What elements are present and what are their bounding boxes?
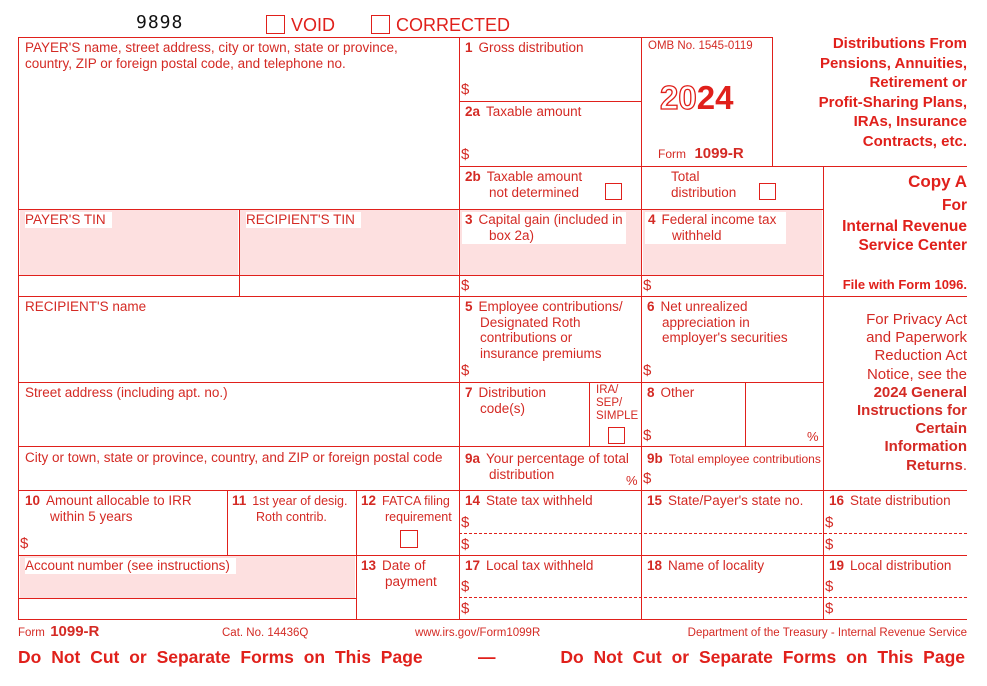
- box18-label: 18 Name of locality: [647, 558, 765, 573]
- box10-label: 10 Amount allocable to IRR within 5 years: [25, 493, 192, 524]
- total-distribution-checkbox[interactable]: [759, 183, 776, 200]
- box6-label: 6 Net unrealized appreciation in employer's securities: [647, 299, 788, 345]
- box12-label: 12 FATCA filing requirement: [361, 493, 452, 524]
- privacy-notice: For Privacy Act and Paperwork Reduction Act Notice, see the 2024 General Instructions for Certain Information Returns.: [856, 311, 967, 474]
- box16-dollar-2: $: [825, 536, 834, 553]
- box8-label: 8 Other: [647, 385, 695, 400]
- box2a-dollar: $: [461, 146, 470, 163]
- box2b-not-determined-checkbox[interactable]: [605, 183, 622, 200]
- box2b-label: 2b Taxable amount not determined: [465, 169, 583, 200]
- total-distribution-label: Total distribution: [671, 169, 737, 200]
- footer-url: www.irs.gov/Form1099R: [415, 627, 541, 639]
- copy-a-label: Copy A: [908, 172, 967, 191]
- payer-tin-label: PAYER'S TIN: [25, 212, 112, 228]
- omb-number: OMB No. 1545-0119: [648, 40, 753, 52]
- form-title: Distributions From Pensions, Annuities, Retirement or Profit-Sharing Plans, IRAs, Insurance Contracts, etc.: [818, 35, 967, 150]
- do-not-cut-right: Do Not Cut or Separate Forms on This Page: [560, 647, 965, 667]
- box6-dollar: $: [643, 362, 652, 379]
- corrected-checkbox[interactable]: [371, 15, 390, 34]
- irs-center-label: Internal Revenue Service Center: [842, 218, 967, 254]
- box4-dollar: $: [643, 277, 652, 294]
- form-id-number: 9898: [136, 12, 184, 33]
- box17-dollar-1: $: [461, 578, 470, 595]
- recipient-name-label: RECIPIENT'S name: [25, 299, 147, 314]
- box16-dollar-1: $: [825, 514, 834, 531]
- box16-label: 16 State distribution: [829, 493, 951, 508]
- ira-sep-simple-checkbox[interactable]: [608, 427, 625, 444]
- box10-dollar: $: [20, 535, 29, 552]
- box14-dollar-2: $: [461, 536, 470, 553]
- box4-label: 4 Federal income tax withheld: [645, 212, 786, 244]
- box3-dollar: $: [461, 277, 470, 294]
- ira-sep-simple-label: IRA/ SEP/ SIMPLE: [596, 384, 639, 422]
- box9b-label: 9b Total employee contributions: [647, 451, 821, 466]
- box1-label: 1 Gross distribution: [465, 40, 584, 55]
- omb-form-number: Form 1099-R: [658, 145, 744, 162]
- street-address-label: Street address (including apt. no.): [25, 385, 228, 400]
- box5-dollar: $: [461, 362, 470, 379]
- box9a-label: 9a Your percentage of total distribution: [465, 451, 629, 482]
- box3-label: 3 Capital gain (included in box 2a): [462, 212, 626, 244]
- box8-dollar: $: [643, 427, 652, 444]
- box11-label: 11 1st year of desig. Roth contrib.: [232, 493, 348, 524]
- fatca-checkbox[interactable]: [400, 530, 418, 548]
- account-number-label: Account number (see instructions): [25, 558, 236, 574]
- box14-label: 14 State tax withheld: [465, 493, 593, 508]
- box2a-label: 2a Taxable amount: [465, 104, 582, 119]
- footer-department: Department of the Treasury - Internal Revenue Service: [687, 627, 967, 639]
- box1-dollar: $: [461, 81, 470, 98]
- box9b-dollar: $: [643, 470, 652, 487]
- box5-label: 5 Employee contributions/ Designated Roth contributions or insurance premiums: [465, 299, 623, 361]
- recipient-tin-label: RECIPIENT'S TIN: [246, 212, 361, 228]
- void-label: VOID: [291, 15, 336, 35]
- box13-label: 13 Date of payment: [361, 558, 437, 589]
- footer-form-number: Form 1099-R: [18, 623, 100, 640]
- payer-name-label: PAYER'S name, street address, city or town, state or province, country, ZIP or foreign postal code, and telephone no.: [25, 40, 398, 71]
- box7-label: 7 Distribution code(s): [465, 385, 547, 416]
- file-with-label: File with Form 1096.: [842, 277, 967, 292]
- box19-dollar-2: $: [825, 600, 834, 617]
- copy-a-for: For: [942, 197, 967, 214]
- do-not-cut-left: Do Not Cut or Separate Forms on This Page: [18, 647, 423, 667]
- box19-dollar-1: $: [825, 578, 834, 595]
- box15-label: 15 State/Payer's state no.: [647, 493, 804, 508]
- void-checkbox[interactable]: [266, 15, 285, 34]
- box9a-percent: %: [626, 473, 638, 488]
- box19-label: 19 Local distribution: [829, 558, 952, 573]
- box17-dollar-2: $: [461, 600, 470, 617]
- city-label: City or town, state or province, country, and ZIP or foreign postal code: [25, 450, 443, 465]
- tax-year: 2024: [660, 79, 734, 116]
- do-not-cut-dash: —: [478, 647, 496, 667]
- box8-percent: %: [807, 429, 819, 444]
- box17-label: 17 Local tax withheld: [465, 558, 594, 573]
- corrected-label: CORRECTED: [396, 15, 511, 35]
- box14-dollar-1: $: [461, 514, 470, 531]
- footer-cat-no: Cat. No. 14436Q: [222, 627, 309, 639]
